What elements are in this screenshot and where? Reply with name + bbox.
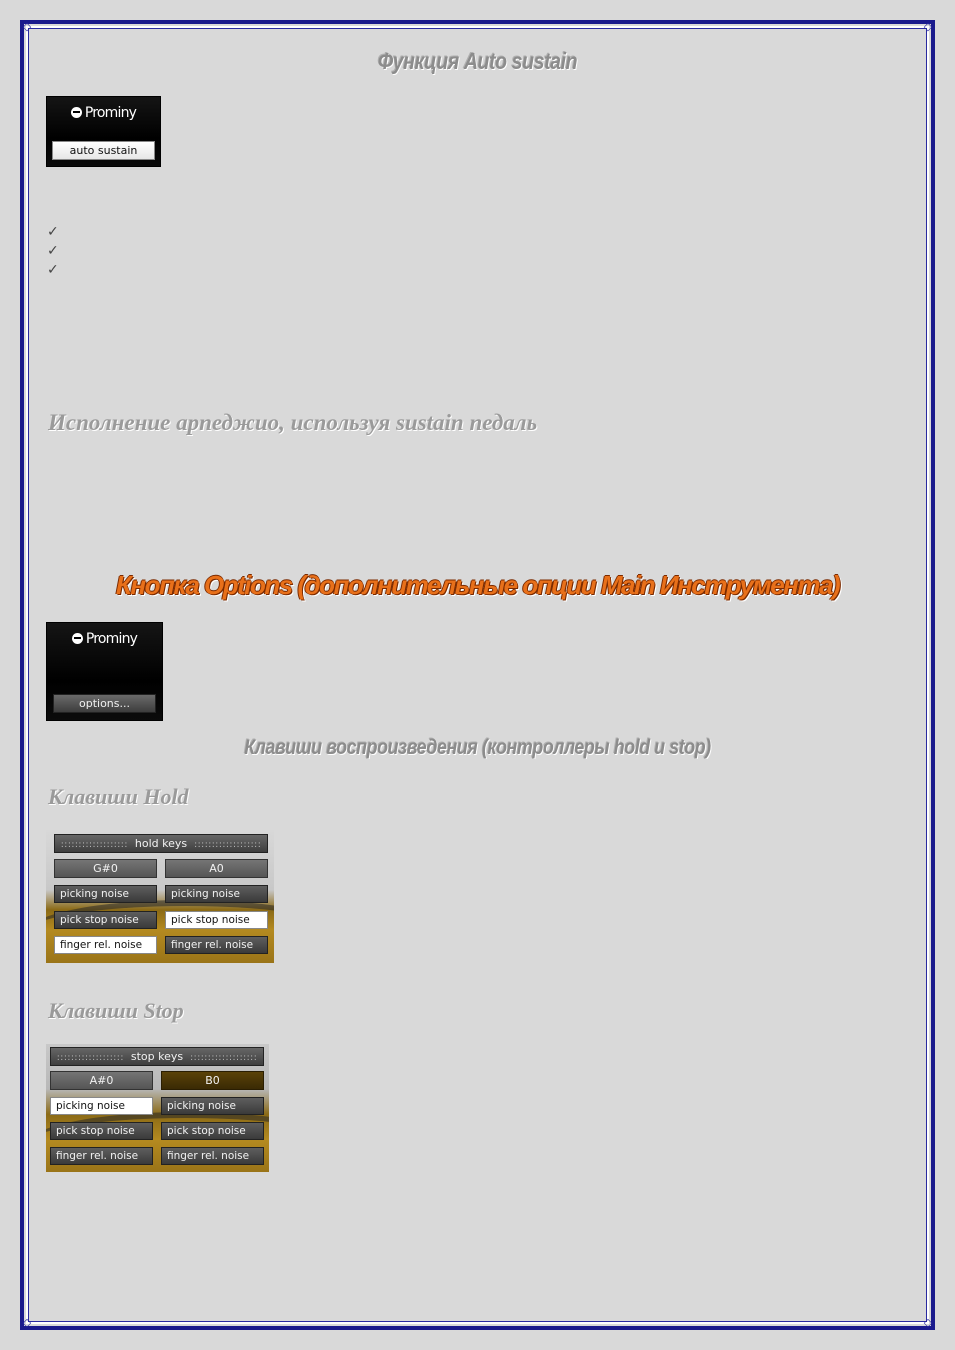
checkmark-icon: ✓ — [47, 262, 59, 278]
hold-keys-header: ::::::::::::::::::: hold keys ::::::::::::::::::: — [54, 834, 268, 853]
stop-picking-noise-left-toggle[interactable]: picking noise — [50, 1097, 153, 1115]
hold-keys-heading: Клавиши Hold — [48, 784, 189, 809]
corner-ornament-icon: ◇ — [923, 20, 933, 33]
checkmark-icon: ✓ — [47, 243, 59, 259]
prominy-logo-icon — [72, 633, 83, 644]
hold-pick-stop-noise-right-toggle[interactable]: pick stop noise — [165, 911, 268, 929]
hold-key-right[interactable]: A0 — [165, 859, 268, 878]
stop-pick-stop-noise-right-toggle[interactable]: pick stop noise — [161, 1122, 264, 1140]
options-heading: Кнопка Options (дополнительные опции Main Инструмента) — [115, 570, 840, 600]
auto-sustain-widget — [46, 96, 161, 167]
stop-keys-header: ::::::::::::::::::: stop keys ::::::::::::::::::: — [50, 1047, 264, 1066]
corner-ornament-icon: ◇ — [22, 1316, 32, 1329]
hold-finger-rel-noise-left-toggle[interactable]: finger rel. noise — [54, 936, 157, 954]
stop-finger-rel-noise-right-toggle[interactable]: finger rel. noise — [161, 1147, 264, 1165]
hold-finger-rel-noise-right-toggle[interactable]: finger rel. noise — [165, 936, 268, 954]
hold-picking-noise-right-toggle[interactable]: picking noise — [165, 885, 268, 903]
corner-ornament-icon: ◇ — [923, 1316, 933, 1329]
corner-ornament-icon: ◇ — [22, 20, 32, 33]
playback-keys-heading: Клавиши воспроизведения (контроллеры hold и stop) — [244, 736, 711, 759]
arpeggio-heading: Исполнение арпеджио, используя sustain педаль — [48, 410, 538, 435]
options-widget — [46, 622, 163, 721]
prominy-logo-icon — [71, 107, 82, 118]
prominy-logo: Prominy — [47, 105, 160, 121]
stop-finger-rel-noise-left-toggle[interactable]: finger rel. noise — [50, 1147, 153, 1165]
stop-picking-noise-right-toggle[interactable]: picking noise — [161, 1097, 264, 1115]
stop-key-left[interactable]: A#0 — [50, 1071, 153, 1090]
stop-keys-panel — [46, 1044, 269, 1172]
hold-keys-panel — [46, 830, 274, 963]
options-button[interactable]: options... — [53, 694, 156, 713]
stop-pick-stop-noise-left-toggle[interactable]: pick stop noise — [50, 1122, 153, 1140]
auto-sustain-heading: Функция Auto sustain — [377, 48, 578, 74]
checkmark-icon: ✓ — [47, 224, 59, 240]
stop-key-right[interactable]: B0 — [161, 1071, 264, 1090]
hold-pick-stop-noise-left-toggle[interactable]: pick stop noise — [54, 911, 157, 929]
hold-picking-noise-left-toggle[interactable]: picking noise — [54, 885, 157, 903]
hold-key-left[interactable]: G#0 — [54, 859, 157, 878]
auto-sustain-button[interactable]: auto sustain — [52, 141, 155, 160]
stop-keys-heading: Клавиши Stop — [48, 998, 184, 1023]
prominy-logo: Prominy — [47, 631, 162, 647]
